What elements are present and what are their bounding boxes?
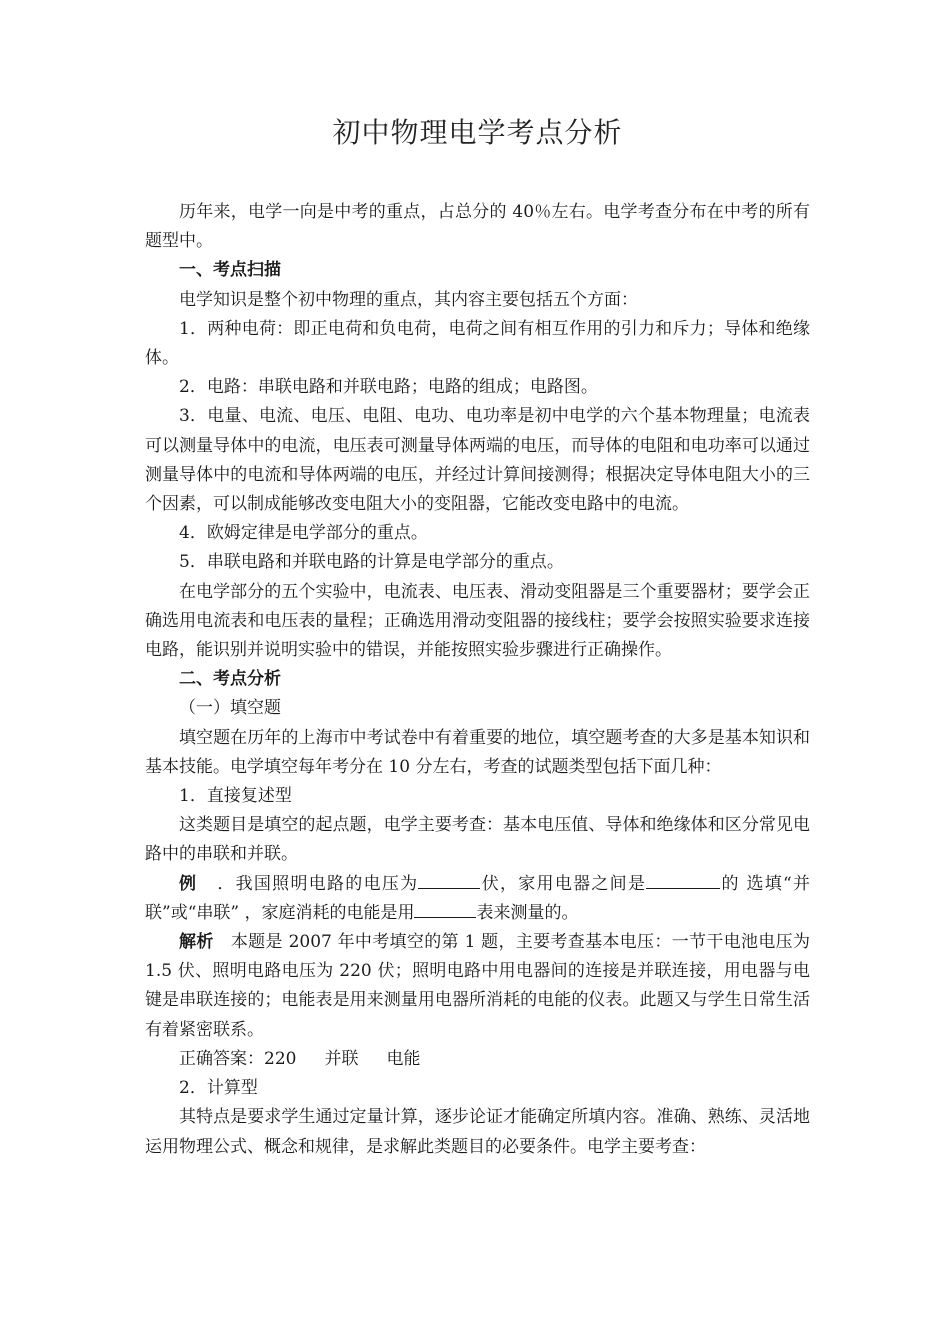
section-heading-scan: 一、考点扫描 <box>179 260 281 281</box>
document-body <box>145 198 810 1162</box>
answer-blank-3 <box>414 901 476 918</box>
example-paragraph <box>145 870 810 928</box>
answer-label: 正确答案： <box>179 1048 264 1069</box>
point-item-3: 3．电量、电流、电压、电阻、电功、电功率是初中电学的六个基本物理量；电流表可以测量导体中的电流，电压表可测量导体两端的电压，而导体的电阻和电功率可以通过测量导体中的电流和导体两端的电压，并经过计算间接测得；根据决定导体电阻大小的三个因素，可以制成能够改变电阻大小的变阻器，它能改变电路中的电流。 <box>145 406 810 515</box>
example-text-3: 的 选填“并联”或“串联” ，家庭消耗的电能是用 <box>145 873 810 923</box>
answer-2: 并联 <box>324 1048 359 1069</box>
answer-blank-1 <box>418 872 480 889</box>
example-text-2: 伏，家用电器之间是 <box>480 873 647 894</box>
analysis-paragraph <box>145 928 810 1045</box>
answer-line <box>145 1045 810 1074</box>
analysis-label: 解析 <box>179 932 214 953</box>
answer-3: 电能 <box>386 1048 421 1069</box>
type1-text: 这类题目是填空的起点题，电学主要考查：基本电压值、导体和绝缘体和区分常见电路中的串联和并联。 <box>145 815 810 865</box>
analysis-text: 本题是 2007 年中考填空的第 1 题，主要考查基本电压：一节干电池电压为 1.5 伏、照明电路电压为 220 伏；照明电路中用电器间的连接是并联连接，用电器与电键是串联连接的；电能表是用来测量用电器所消耗的电能的仪表。此题又与学生日常生活有着紧密联系。 <box>145 932 810 1040</box>
type2-heading: 2．计算型 <box>179 1078 258 1099</box>
subsection-fill-blank: （一）填空题 <box>179 698 281 719</box>
answer-1: 220 <box>264 1048 297 1069</box>
example-label: 例 <box>179 873 198 894</box>
point-item-2: 2．电路：串联电路和并联电路；电路的组成；电路图。 <box>179 377 598 398</box>
intro-paragraph: 历年来，电学一向是中考的重点，占总分的 40％左右。电学考查分布在中考的所有题型中。 <box>145 202 810 252</box>
answer-blank-2 <box>646 872 720 889</box>
section-heading-analysis: 二、考点分析 <box>179 669 281 690</box>
example-text-1: ．我国照明电路的电压为 <box>217 873 419 894</box>
type1-heading: 1．直接复述型 <box>179 786 292 807</box>
fill-blank-intro: 填空题在历年的上海市中考试卷中有着重要的地位，填空题考查的大多是基本知识和基本技能。电学填空每年考分在 10 分左右，考查的试题类型包括下面几种： <box>145 727 810 777</box>
point-item-4: 4．欧姆定律是电学部分的重点。 <box>179 523 428 544</box>
type2-text: 其特点是要求学生通过定量计算，逐步论证才能确定所填内容。准确、熟练、灵活地运用物理公式、概念和规律，是求解此类题目的必要条件。电学主要考查： <box>145 1107 810 1157</box>
section1-lead: 电学知识是整个初中物理的重点，其内容主要包括五个方面： <box>179 289 638 310</box>
page-title: 初中物理电学考点分析 <box>332 116 623 149</box>
point-item-5: 5．串联电路和并联电路的计算是电学部分的重点。 <box>179 552 564 573</box>
point-item-1: 1．两种电荷：即正电荷和负电荷，电荷之间有相互作用的引力和斥力；导体和绝缘体。 <box>145 318 810 369</box>
example-text-4: 表来测量的。 <box>476 902 579 923</box>
experiments-paragraph: 在电学部分的五个实验中，电流表、电压表、滑动变阻器是三个重要器材；要学会正确选用电流表和电压表的量程；正确选用滑动变阻器的接线柱；要学会按照实验要求连接电路，能识别并说明实验中的错误，并能按照实验步骤进行正确操作。 <box>145 581 810 661</box>
